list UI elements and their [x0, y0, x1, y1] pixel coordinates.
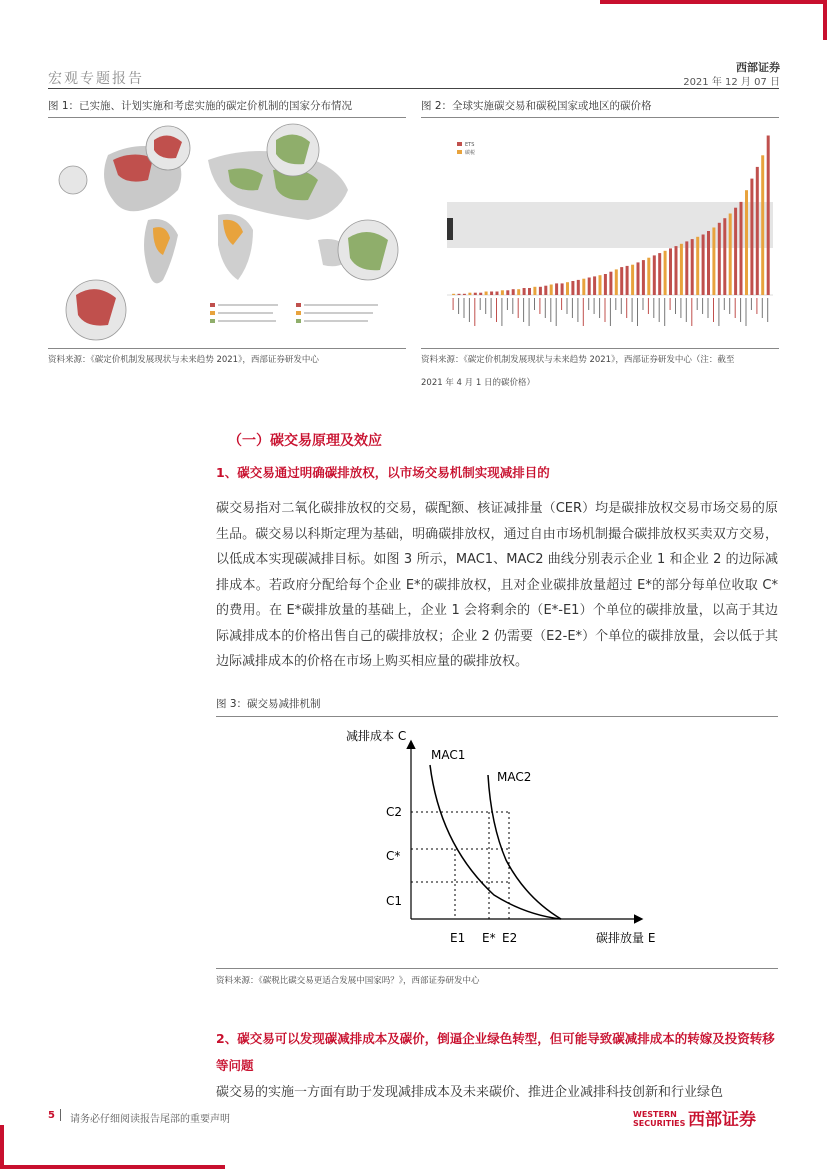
corner-decoration-top — [600, 0, 827, 4]
tick-cstar: C* — [386, 849, 401, 863]
jurisdiction-label — [724, 298, 725, 310]
price-bar — [707, 231, 710, 295]
price-bar — [582, 279, 585, 295]
carbon-price-chart — [421, 120, 779, 345]
mac1-curve — [430, 765, 561, 919]
fig3-title: 图 3：碳交易减排机制 — [216, 698, 321, 710]
price-bar — [490, 292, 493, 296]
fig1-bottom-divider — [48, 348, 406, 349]
jurisdiction-label — [539, 298, 540, 314]
jurisdiction-label — [648, 298, 649, 314]
jurisdiction-label — [550, 298, 551, 322]
jurisdiction-label — [577, 298, 578, 322]
jurisdiction-label — [702, 298, 703, 314]
price-bar — [468, 293, 471, 295]
jurisdiction-label — [708, 298, 709, 318]
price-bar — [620, 267, 623, 295]
footer-disclaimer: 请务必仔细阅读报告尾部的重要声明 — [70, 1114, 230, 1125]
price-bar — [680, 244, 683, 295]
price-bar — [745, 190, 748, 295]
jurisdiction-label — [664, 298, 665, 326]
jurisdiction-label — [474, 298, 475, 326]
jurisdiction-label — [485, 298, 486, 314]
jurisdiction-label — [599, 298, 600, 318]
price-bar — [723, 218, 726, 295]
price-bar — [458, 294, 461, 295]
price-bar — [691, 239, 694, 295]
jurisdiction-label — [588, 298, 589, 310]
price-bar — [615, 269, 618, 295]
jurisdiction-label — [756, 298, 757, 314]
price-bar — [528, 288, 531, 295]
corridor-label-marker — [447, 218, 453, 240]
logo-chinese: 西部证券 — [688, 1110, 756, 1130]
tick-e1: E1 — [450, 931, 466, 945]
price-bar — [685, 241, 688, 295]
corner-decoration-top-right — [823, 0, 827, 40]
fig2-source-line2: 2021 年 4 月 1 日的碳价格） — [421, 378, 535, 388]
price-bar — [485, 292, 488, 296]
price-bar — [506, 290, 509, 295]
paragraph-2: 碳交易的实施一方面有助于发现减排成本及未来碳价、推进企业减排科技创新和行业绿色 — [216, 1085, 724, 1100]
price-bar — [593, 276, 596, 295]
jurisdiction-label — [691, 298, 692, 326]
price-bar — [501, 290, 504, 295]
jurisdiction-label — [680, 298, 681, 318]
jurisdiction-label — [740, 298, 741, 322]
price-bar — [512, 289, 515, 295]
fig2-bottom-divider — [421, 348, 779, 349]
price-bar — [571, 281, 574, 295]
jurisdiction-label — [751, 298, 752, 310]
mac1-label: MAC1 — [431, 748, 466, 762]
price-bar — [631, 265, 634, 295]
jurisdiction-label — [632, 298, 633, 322]
paragraph-1: 碳交易指对二氧化碳排放权的交易，碳配额、核证减排量（CER）均是碳排放权交易市场交易的原生品。碳交易以科斯定理为基础，明确碳排放权，通过自由市场机制撮合碳排放权买卖双方交易，以低成本实现碳减排目标。如图 3 所示，MAC1、MAC2 曲线分别表示企业 1 和企业 2 的边际减排成本。若政府分配给每个企业 E*的碳排放权，且对企业碳排放量超过 E*的部分每单位收取 C*的费用。在 E*碳排放量的基础上，企业 1 会将剩余的（E*-E1）个单位的碳排放量，以高于其边际减排成本的价格出售自己的碳排放权；企业 2 仍需要（E2-E*）个单位的碳排放量，会以低于其边际减排成本的价格在市场上购买相应量的碳排放权。 — [216, 501, 778, 669]
logo-en-line1: WESTERN — [633, 1110, 677, 1119]
jurisdiction-label — [621, 298, 622, 314]
header-company: 西部证券 — [736, 61, 780, 74]
legend-tax-label: 碳税 — [465, 150, 476, 156]
price-bar — [609, 272, 612, 295]
tick-estar: E* — [482, 931, 496, 945]
price-bar — [653, 255, 656, 295]
jurisdiction-label — [594, 298, 595, 314]
fig1-title-divider — [48, 117, 406, 118]
price-bar — [604, 274, 607, 295]
jurisdiction-label — [464, 298, 465, 318]
abatement-mechanism-chart — [216, 720, 778, 970]
price-bar — [463, 294, 466, 295]
jurisdiction-label — [561, 298, 562, 310]
jurisdiction-label — [453, 298, 454, 310]
jurisdiction-label — [653, 298, 654, 318]
mac2-label: MAC2 — [497, 770, 532, 784]
price-bar — [647, 258, 650, 295]
jurisdiction-label — [729, 298, 730, 314]
tick-c1: C1 — [386, 894, 403, 908]
fig1-title: 图 1：已实施、计划实施和考虑实施的碳定价机制的国家分布情况 — [48, 100, 353, 112]
price-bar — [637, 262, 640, 295]
price-bar — [626, 266, 629, 295]
fig3-title-divider — [216, 716, 778, 717]
price-bar — [664, 251, 667, 295]
price-bar — [550, 285, 553, 296]
footer-separator — [60, 1109, 61, 1121]
logo-english — [633, 1110, 685, 1128]
fig2-title: 图 2：全球实施碳交易和碳税国家或地区的碳价格 — [421, 100, 652, 112]
header-divider — [48, 88, 779, 89]
price-bar — [474, 293, 477, 295]
jurisdiction-label — [518, 298, 519, 318]
dotted-guides — [411, 812, 509, 919]
jurisdiction-label — [523, 298, 524, 322]
price-bar — [729, 214, 732, 296]
jurisdiction-label — [659, 298, 660, 322]
jurisdiction-label — [605, 298, 606, 322]
jurisdiction-label — [501, 298, 502, 326]
corner-decoration-bottom-left — [0, 1125, 4, 1169]
subsection-2-title: 2、碳交易可以发现碳减排成本及碳价，倒逼企业绿色转型，但可能导致碳减排成本的转嫁及投资转移等问题 — [216, 1031, 775, 1073]
fig2-source-line1: 资料来源：《碳定价机制发展现状与未来趋势 2021》，西部证券研发中心（注：截至 — [421, 355, 735, 365]
corner-decoration-bottom — [0, 1165, 225, 1169]
jurisdiction-label — [567, 298, 568, 314]
tick-c2: C2 — [386, 805, 403, 819]
price-bar — [452, 294, 455, 295]
jurisdiction-label — [556, 298, 557, 326]
price-bar — [767, 136, 770, 296]
jurisdiction-label — [735, 298, 736, 318]
price-bar — [658, 253, 661, 295]
jurisdiction-label — [746, 298, 747, 326]
price-bar — [702, 235, 705, 296]
price-bar — [642, 260, 645, 295]
price-bar — [696, 237, 699, 295]
jurisdiction-label — [534, 298, 535, 310]
jurisdiction-label — [697, 298, 698, 310]
price-bar — [761, 155, 764, 295]
jurisdiction-label — [675, 298, 676, 314]
price-bar — [566, 282, 569, 295]
price-bar — [479, 293, 482, 295]
x-axis-label: 碳排放量 E — [596, 931, 656, 945]
price-bar — [517, 289, 520, 295]
price-bar — [599, 275, 602, 295]
jurisdiction-label — [610, 298, 611, 326]
jurisdiction-label — [670, 298, 671, 310]
jurisdiction-label — [718, 298, 719, 326]
jurisdiction-label — [615, 298, 616, 310]
jurisdiction-label — [529, 298, 530, 326]
jurisdiction-label — [480, 298, 481, 310]
price-bar — [756, 167, 759, 295]
fig3-bottom-divider — [216, 968, 778, 969]
jurisdiction-label — [469, 298, 470, 322]
report-type: 宏观专题报告 — [48, 71, 144, 87]
price-bar — [669, 248, 672, 295]
logo-en-line2: SECURITIES — [633, 1119, 686, 1128]
jurisdiction-label — [496, 298, 497, 322]
legend-tax-swatch — [457, 150, 462, 154]
section-title: （一）碳交易原理及效应 — [228, 433, 382, 449]
jurisdiction-label — [512, 298, 513, 314]
fig3-source: 资料来源：《碳税比碳交易更适合发展中国家吗？》，西部证券研发中心 — [216, 976, 480, 986]
subsection-1-title: 1、碳交易通过明确碳排放权，以市场交易机制实现减排目的 — [216, 465, 550, 480]
price-bar — [740, 202, 743, 295]
price-bar — [675, 246, 678, 295]
jurisdiction-label — [491, 298, 492, 318]
jurisdiction-label — [626, 298, 627, 318]
jurisdiction-label — [713, 298, 714, 322]
report-date: 2021 年 12 月 07 日 — [683, 77, 780, 88]
price-bar — [577, 280, 580, 295]
y-axis-label: 减排成本 C — [346, 729, 407, 743]
price-bar — [588, 278, 591, 296]
price-bar — [561, 283, 564, 295]
legend-ets-swatch — [457, 142, 462, 146]
jurisdiction-label — [762, 298, 763, 318]
price-bar — [750, 179, 753, 295]
world-map-figure — [48, 120, 406, 345]
price-bar — [539, 287, 542, 295]
page-number: 5 — [48, 1110, 55, 1121]
price-bar — [555, 283, 558, 295]
price-bar — [496, 292, 499, 296]
jurisdiction-label — [507, 298, 508, 310]
legend-ets-label: ETS — [465, 142, 475, 148]
price-bar — [523, 288, 526, 295]
fig1-source: 资料来源：《碳定价机制发展现状与未来趋势 2021》，西部证券研发中心 — [48, 355, 319, 365]
price-bar — [533, 287, 536, 295]
price-bar — [718, 223, 721, 295]
jurisdiction-label — [458, 298, 459, 314]
jurisdiction-label — [686, 298, 687, 322]
jurisdiction-label — [545, 298, 546, 318]
price-bar — [734, 208, 737, 295]
price-bar — [712, 228, 715, 296]
jurisdiction-label — [637, 298, 638, 326]
jurisdiction-label — [767, 298, 768, 322]
jurisdiction-label — [572, 298, 573, 318]
jurisdiction-label — [643, 298, 644, 310]
tick-e2: E2 — [502, 931, 518, 945]
jurisdiction-label — [583, 298, 584, 326]
fig2-title-divider — [421, 117, 779, 118]
price-bar — [544, 286, 547, 295]
